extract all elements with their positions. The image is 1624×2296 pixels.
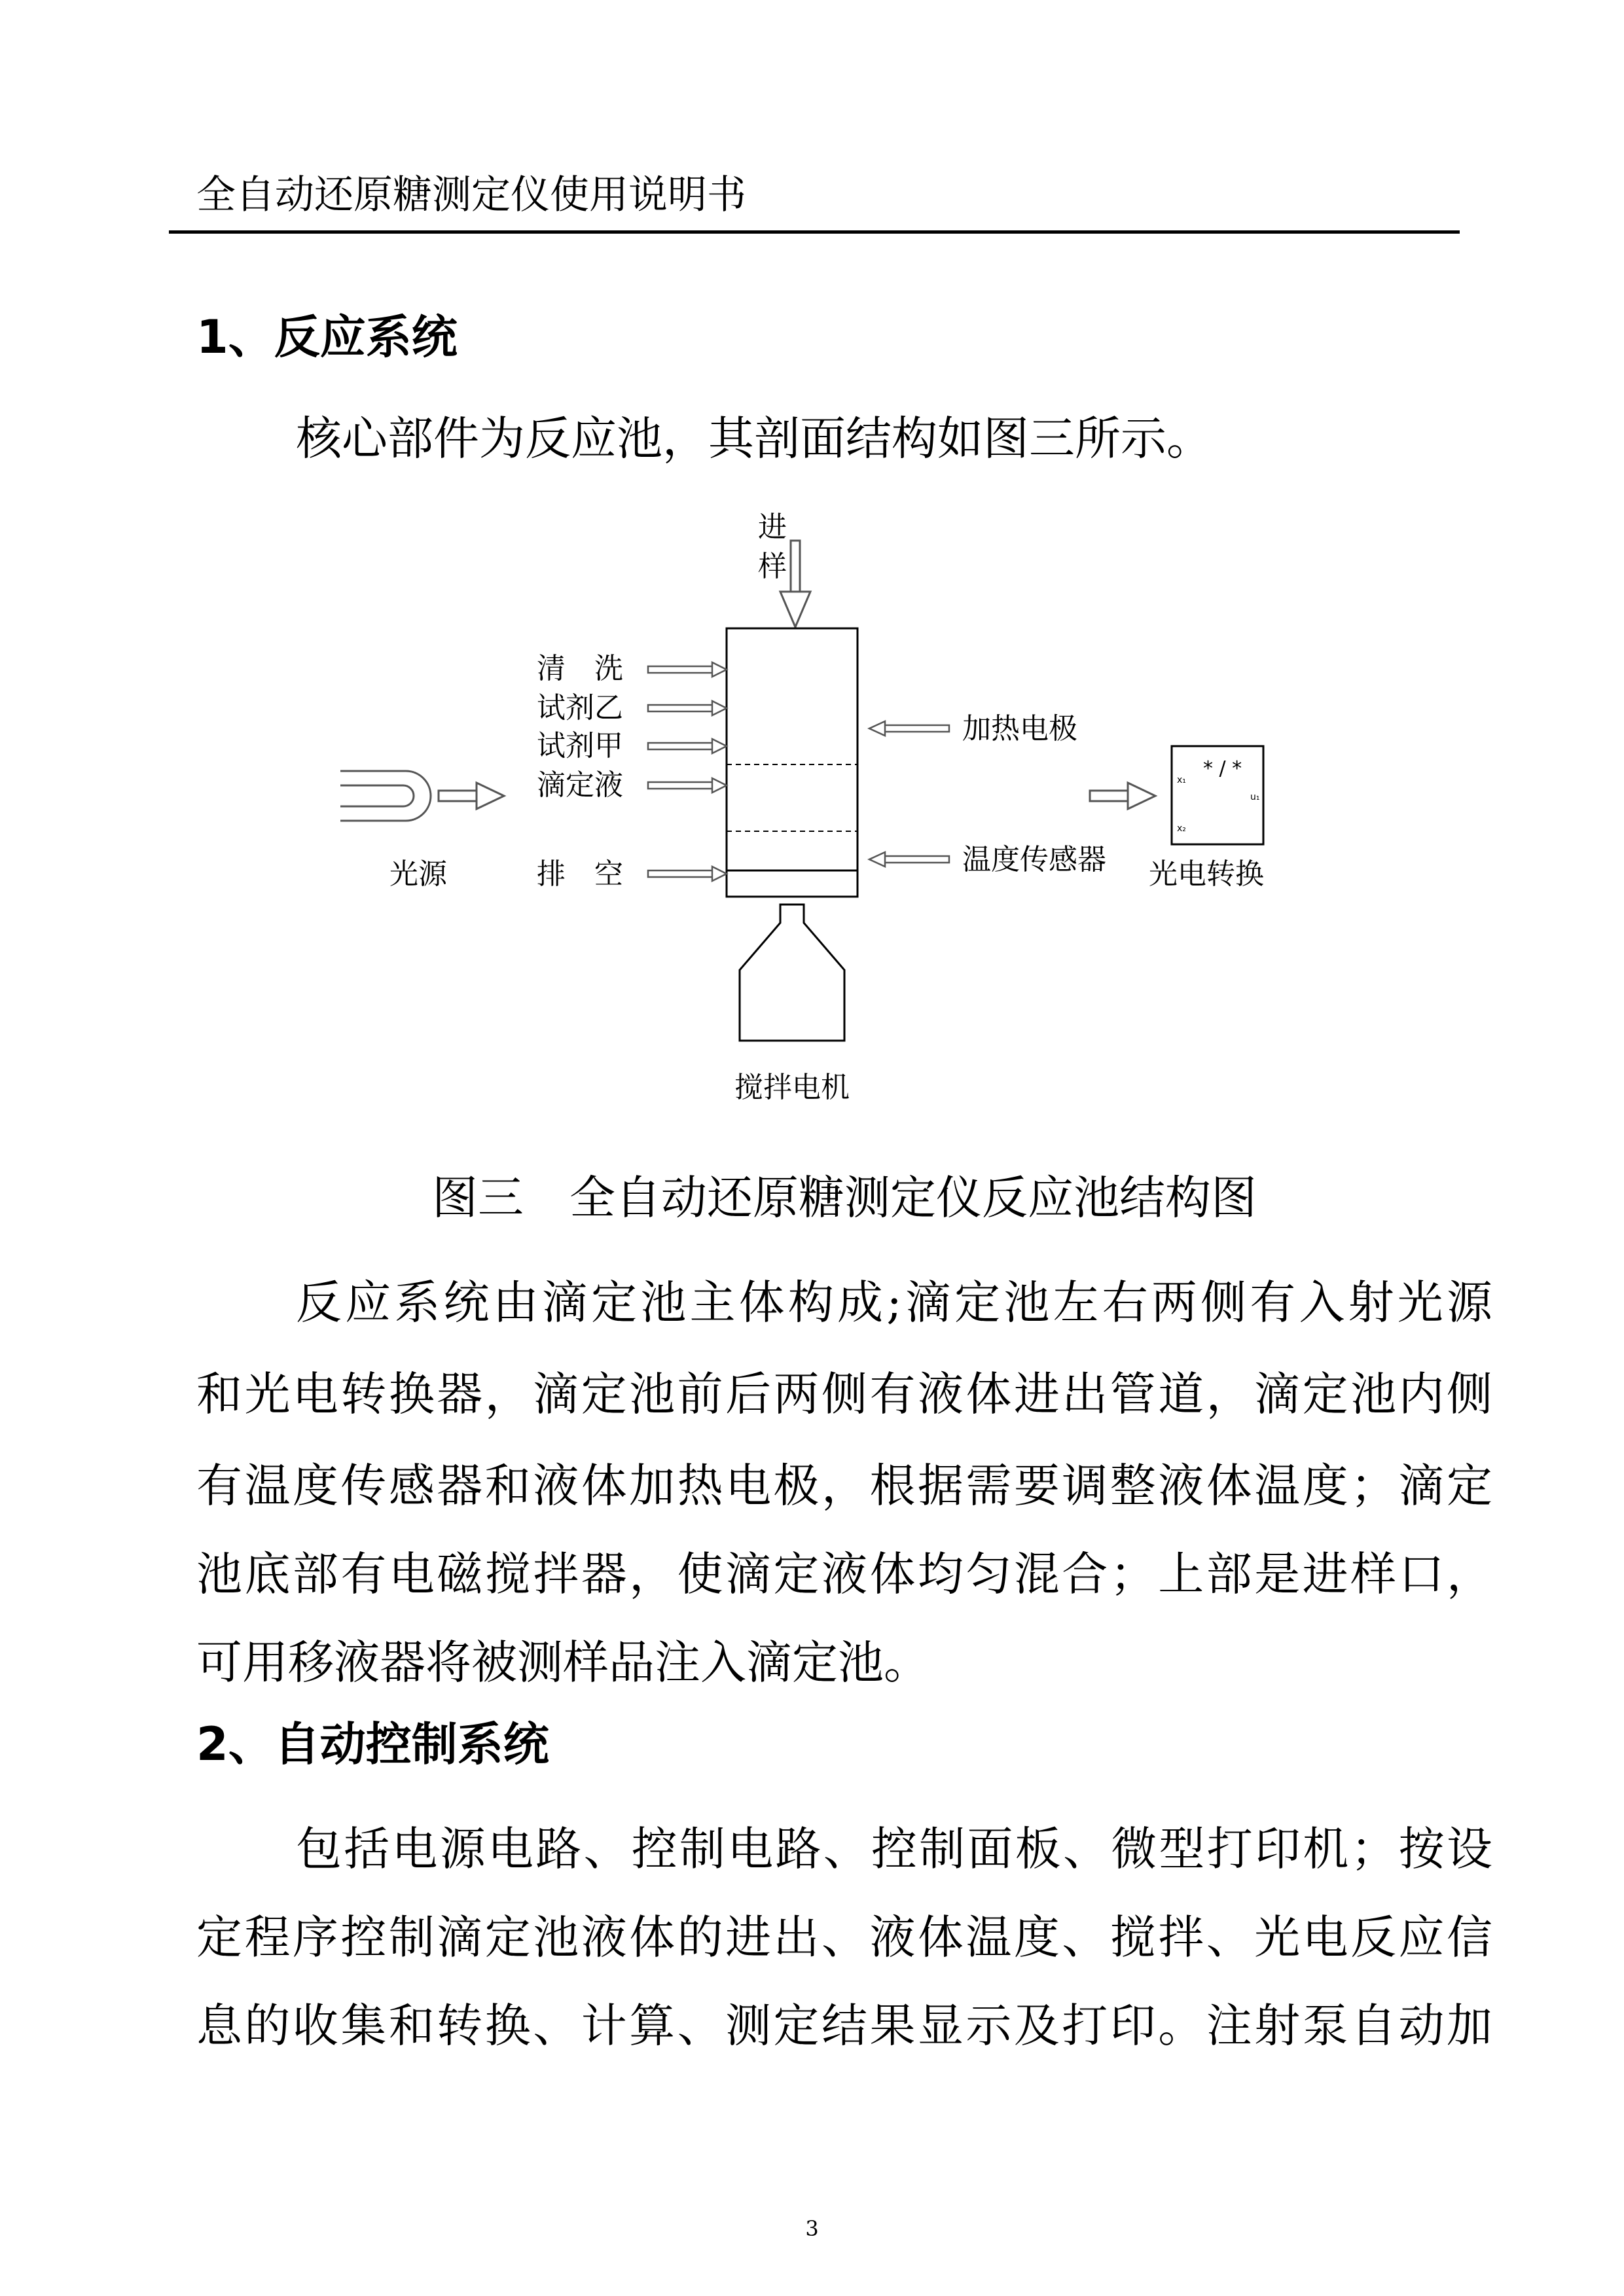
running-header: 全自动还原糖测定仪使用说明书 <box>196 172 746 218</box>
inlet-titrant-label: 滴定液 <box>537 768 623 802</box>
sample-in-label-2: 样 <box>758 550 787 583</box>
inlet-reagent-b-label: 试剂乙 <box>537 691 623 725</box>
converter-arrow <box>1090 783 1155 809</box>
paragraph-2-line-2: 定程序控制滴定池液体的进出、液体温度、搅拌、光电反应信 <box>196 1910 1492 1964</box>
paragraph-1-line-5: 可用移液器将被测样品注入滴定池。 <box>196 1636 929 1689</box>
figure-caption <box>196 1165 1492 1230</box>
figure-caption-label: 图三 <box>432 1171 524 1225</box>
light-source-label: 光源 <box>389 857 447 891</box>
converter-u1: u₁ <box>1250 792 1260 802</box>
paragraph-1-line-2: 和光电转换器，滴定池前后两侧有液体进出管道，滴定池内侧 <box>196 1367 1492 1421</box>
right-arrows <box>869 721 949 867</box>
light-source-icon <box>340 771 431 821</box>
stir-motor <box>740 905 844 1041</box>
paragraph-2-line-3: 息的收集和转换、计算、测定结果显示及打印。注射泵自动加 <box>196 1999 1492 2053</box>
header-rule <box>169 230 1460 234</box>
converter-x1: x₁ <box>1177 775 1186 785</box>
inlet-reagent-a-label: 试剂甲 <box>537 729 623 762</box>
section-1-intro: 核心部件为反应池，其剖面结构如图三所示。 <box>296 412 1212 465</box>
photoelectric-converter-label: 光电转换 <box>1149 857 1264 891</box>
converter-x2: x₂ <box>1177 823 1186 834</box>
inlet-arrows <box>648 662 727 881</box>
sample-in-label-1: 进 <box>758 511 787 544</box>
inlet-wash-label: 清 洗 <box>537 652 623 685</box>
paragraph-1-line-4: 池底部有电磁搅拌器，使滴定液体均匀混合；上部是进样口， <box>196 1547 1492 1601</box>
reaction-cell <box>727 628 857 897</box>
reaction-cell-diagram <box>308 504 1316 1132</box>
heating-electrode-label: 加热电极 <box>962 712 1077 745</box>
converter-symbol: * / * <box>1203 757 1242 780</box>
drain-label: 排 空 <box>537 857 623 891</box>
paragraph-1-line-1: 反应系统由滴定池主体构成;滴定池左右两侧有入射光源 <box>296 1276 1492 1329</box>
figure-caption-text: 全自动还原糖测定仪反应池结构图 <box>569 1171 1257 1225</box>
section-2-heading: 2、自动控制系统 <box>196 1717 549 1771</box>
light-source-arrow <box>439 783 504 809</box>
paragraph-2-line-1: 包括电源电路、控制电路、控制面板、微型打印机；按设 <box>296 1822 1492 1876</box>
paragraph-1-line-3: 有温度传感器和液体加热电极，根据需要调整液体温度；滴定 <box>196 1459 1492 1513</box>
page-number: 3 <box>805 2216 819 2241</box>
stir-motor-label: 搅拌电机 <box>734 1071 850 1104</box>
section-1-heading: 1、反应系统 <box>196 310 458 364</box>
temp-sensor-label: 温度传感器 <box>962 843 1106 876</box>
